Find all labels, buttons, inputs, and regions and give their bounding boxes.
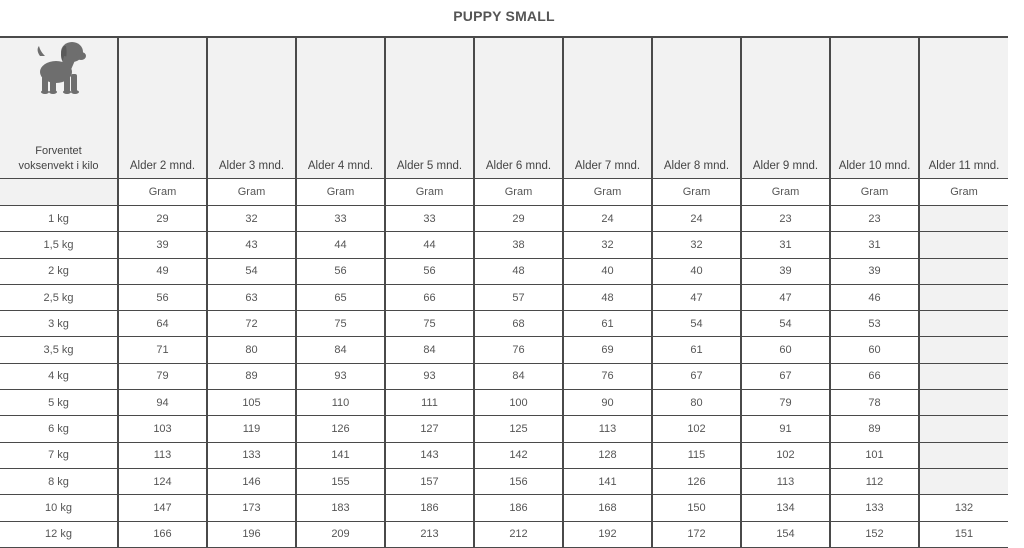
unit-row	[0, 179, 1008, 206]
gram-cell: 141	[563, 468, 652, 494]
gram-cell: 154	[741, 521, 830, 547]
gram-cell: 68	[474, 311, 563, 337]
gram-cell: 54	[207, 258, 296, 284]
column-header: Alder 6 mnd.	[474, 37, 563, 179]
gram-cell: 76	[563, 363, 652, 389]
gram-cell: 124	[118, 468, 207, 494]
gram-cell	[919, 206, 1008, 232]
gram-cell: 89	[207, 363, 296, 389]
gram-cell: 33	[385, 206, 474, 232]
gram-cell: 64	[118, 311, 207, 337]
gram-cell: 102	[652, 416, 741, 442]
gram-cell	[919, 258, 1008, 284]
gram-cell: 126	[652, 468, 741, 494]
unit-cell: Gram	[385, 179, 474, 206]
gram-cell	[919, 337, 1008, 363]
gram-cell: 91	[741, 416, 830, 442]
gram-cell: 112	[830, 468, 919, 494]
gram-cell: 67	[741, 363, 830, 389]
unit-cell: Gram	[296, 179, 385, 206]
gram-cell: 78	[830, 390, 919, 416]
gram-cell: 113	[741, 468, 830, 494]
gram-cell: 24	[652, 206, 741, 232]
column-header: Alder 8 mnd.	[652, 37, 741, 179]
gram-cell: 32	[652, 232, 741, 258]
gram-cell: 134	[741, 495, 830, 521]
gram-cell: 66	[385, 284, 474, 310]
gram-cell	[919, 442, 1008, 468]
unit-cell: Gram	[741, 179, 830, 206]
table-row	[0, 311, 1008, 337]
gram-cell: 48	[563, 284, 652, 310]
unit-cell: Gram	[207, 179, 296, 206]
gram-cell: 66	[830, 363, 919, 389]
gram-cell: 23	[741, 206, 830, 232]
weight-cell: 12 kg	[0, 521, 118, 547]
gram-cell: 46	[830, 284, 919, 310]
gram-cell: 84	[474, 363, 563, 389]
corner-label-line2: voksenvekt i kilo	[18, 160, 99, 172]
unit-cell: Gram	[919, 179, 1008, 206]
table-row	[0, 337, 1008, 363]
page-title: PUPPY SMALL	[453, 8, 555, 24]
gram-cell: 61	[563, 311, 652, 337]
gram-cell: 133	[207, 442, 296, 468]
gram-cell: 143	[385, 442, 474, 468]
column-header: Alder 9 mnd.	[741, 37, 830, 179]
gram-cell: 43	[207, 232, 296, 258]
table-row	[0, 258, 1008, 284]
gram-cell: 80	[207, 337, 296, 363]
gram-cell: 126	[296, 416, 385, 442]
unit-cell: Gram	[830, 179, 919, 206]
gram-cell: 156	[474, 468, 563, 494]
gram-cell: 128	[563, 442, 652, 468]
gram-cell: 29	[118, 206, 207, 232]
unit-cell: Gram	[118, 179, 207, 206]
table-row	[0, 232, 1008, 258]
gram-cell: 49	[118, 258, 207, 284]
column-header: Alder 7 mnd.	[563, 37, 652, 179]
gram-cell: 33	[296, 206, 385, 232]
gram-cell: 67	[652, 363, 741, 389]
gram-cell: 168	[563, 495, 652, 521]
gram-cell: 57	[474, 284, 563, 310]
gram-cell: 115	[652, 442, 741, 468]
feeding-table	[0, 36, 1008, 548]
gram-cell: 102	[741, 442, 830, 468]
gram-cell: 147	[118, 495, 207, 521]
gram-cell	[919, 311, 1008, 337]
header-row	[0, 37, 1008, 179]
gram-cell: 39	[741, 258, 830, 284]
gram-cell: 44	[296, 232, 385, 258]
gram-cell: 32	[563, 232, 652, 258]
gram-cell: 152	[830, 521, 919, 547]
weight-cell: 2,5 kg	[0, 284, 118, 310]
gram-cell: 24	[563, 206, 652, 232]
gram-cell: 186	[474, 495, 563, 521]
gram-cell: 151	[919, 521, 1008, 547]
gram-cell: 39	[830, 258, 919, 284]
gram-cell: 84	[385, 337, 474, 363]
gram-cell: 80	[652, 390, 741, 416]
gram-cell: 29	[474, 206, 563, 232]
weight-cell: 3,5 kg	[0, 337, 118, 363]
gram-cell: 155	[296, 468, 385, 494]
table-row	[0, 495, 1008, 521]
gram-cell: 196	[207, 521, 296, 547]
gram-cell: 53	[830, 311, 919, 337]
gram-cell: 172	[652, 521, 741, 547]
weight-cell: 4 kg	[0, 363, 118, 389]
gram-cell: 94	[118, 390, 207, 416]
gram-cell: 47	[652, 284, 741, 310]
gram-cell: 90	[563, 390, 652, 416]
gram-cell: 44	[385, 232, 474, 258]
weight-cell: 10 kg	[0, 495, 118, 521]
weight-cell: 5 kg	[0, 390, 118, 416]
gram-cell: 61	[652, 337, 741, 363]
gram-cell: 79	[741, 390, 830, 416]
gram-cell: 39	[118, 232, 207, 258]
column-header: Alder 11 mnd.	[919, 37, 1008, 179]
gram-cell: 157	[385, 468, 474, 494]
gram-cell: 31	[741, 232, 830, 258]
table-row	[0, 442, 1008, 468]
gram-cell	[919, 468, 1008, 494]
gram-cell: 103	[118, 416, 207, 442]
gram-cell: 40	[652, 258, 741, 284]
table-body	[0, 206, 1008, 548]
unit-cell: Gram	[563, 179, 652, 206]
weight-cell: 7 kg	[0, 442, 118, 468]
gram-cell: 93	[385, 363, 474, 389]
gram-cell: 192	[563, 521, 652, 547]
table-row	[0, 468, 1008, 494]
corner-label-line1: Forventet	[35, 145, 82, 157]
gram-cell: 40	[563, 258, 652, 284]
gram-cell: 150	[652, 495, 741, 521]
gram-cell: 72	[207, 311, 296, 337]
gram-cell	[919, 416, 1008, 442]
gram-cell: 63	[207, 284, 296, 310]
gram-cell: 56	[296, 258, 385, 284]
weight-cell: 8 kg	[0, 468, 118, 494]
table-row	[0, 521, 1008, 547]
gram-cell: 100	[474, 390, 563, 416]
gram-cell: 23	[830, 206, 919, 232]
gram-cell: 173	[207, 495, 296, 521]
gram-cell: 31	[830, 232, 919, 258]
column-header: Alder 2 mnd.	[118, 37, 207, 179]
gram-cell: 60	[830, 337, 919, 363]
gram-cell: 111	[385, 390, 474, 416]
gram-cell: 93	[296, 363, 385, 389]
gram-cell: 56	[385, 258, 474, 284]
gram-cell: 186	[385, 495, 474, 521]
weight-cell: 6 kg	[0, 416, 118, 442]
column-header: Alder 4 mnd.	[296, 37, 385, 179]
weight-cell: 3 kg	[0, 311, 118, 337]
column-header: Alder 5 mnd.	[385, 37, 474, 179]
gram-cell: 54	[652, 311, 741, 337]
gram-cell: 132	[919, 495, 1008, 521]
gram-cell: 32	[207, 206, 296, 232]
table-row	[0, 416, 1008, 442]
gram-cell: 79	[118, 363, 207, 389]
weight-cell: 1,5 kg	[0, 232, 118, 258]
weight-cell: 2 kg	[0, 258, 118, 284]
gram-cell: 60	[741, 337, 830, 363]
weight-cell: 1 kg	[0, 206, 118, 232]
gram-cell: 119	[207, 416, 296, 442]
unit-cell: Gram	[474, 179, 563, 206]
gram-cell: 110	[296, 390, 385, 416]
gram-cell: 89	[830, 416, 919, 442]
gram-cell: 209	[296, 521, 385, 547]
gram-cell: 56	[118, 284, 207, 310]
gram-cell: 47	[741, 284, 830, 310]
gram-cell: 127	[385, 416, 474, 442]
gram-cell	[919, 232, 1008, 258]
column-header: Alder 3 mnd.	[207, 37, 296, 179]
gram-cell: 54	[741, 311, 830, 337]
table-row	[0, 363, 1008, 389]
gram-cell: 105	[207, 390, 296, 416]
gram-cell: 213	[385, 521, 474, 547]
gram-cell: 69	[563, 337, 652, 363]
gram-cell: 101	[830, 442, 919, 468]
column-header: Alder 10 mnd.	[830, 37, 919, 179]
gram-cell: 183	[296, 495, 385, 521]
gram-cell: 212	[474, 521, 563, 547]
gram-cell: 113	[563, 416, 652, 442]
table-row	[0, 390, 1008, 416]
gram-cell: 75	[296, 311, 385, 337]
gram-cell: 125	[474, 416, 563, 442]
gram-cell: 84	[296, 337, 385, 363]
gram-cell	[919, 284, 1008, 310]
gram-cell: 38	[474, 232, 563, 258]
table-row	[0, 284, 1008, 310]
table-row	[0, 206, 1008, 232]
gram-cell: 166	[118, 521, 207, 547]
gram-cell: 48	[474, 258, 563, 284]
unit-cell: Gram	[652, 179, 741, 206]
gram-cell	[919, 390, 1008, 416]
gram-cell: 65	[296, 284, 385, 310]
gram-cell: 76	[474, 337, 563, 363]
gram-cell: 75	[385, 311, 474, 337]
dog-icon	[34, 36, 88, 96]
gram-cell: 133	[830, 495, 919, 521]
gram-cell: 141	[296, 442, 385, 468]
gram-cell: 146	[207, 468, 296, 494]
gram-cell: 142	[474, 442, 563, 468]
gram-cell	[919, 363, 1008, 389]
corner-unit-cell	[0, 179, 118, 206]
gram-cell: 71	[118, 337, 207, 363]
gram-cell: 113	[118, 442, 207, 468]
